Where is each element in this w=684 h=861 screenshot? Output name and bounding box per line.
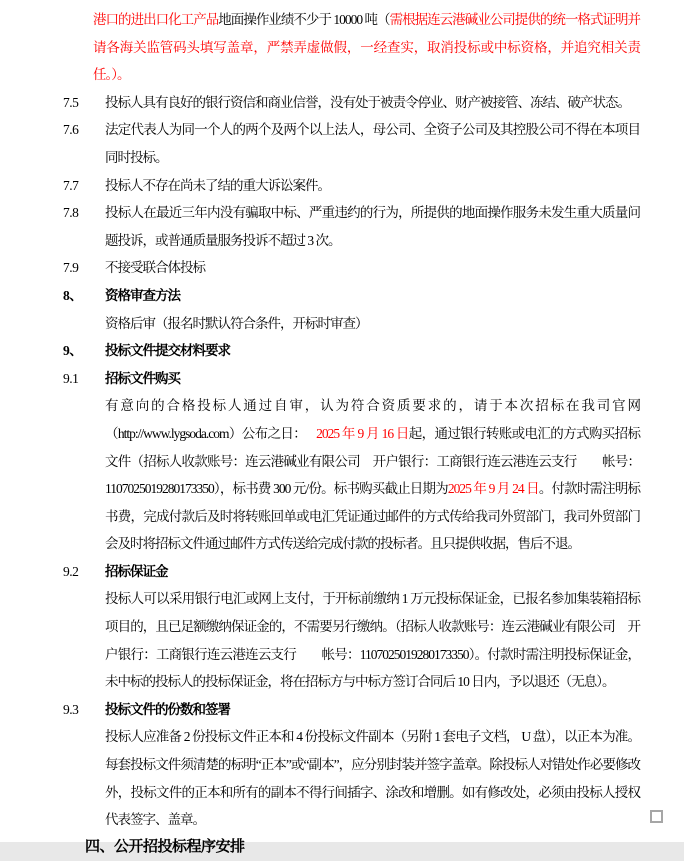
body-text: 有意向的合格投标人通过自审，认为符合资质要求的，请于本次招标在我司官网（http://www.lygsoda.com）公布之日： — [105, 398, 640, 441]
clause-9-2-heading — [63, 558, 640, 586]
red-highlight-text: 港口的进出口化工产品 — [93, 12, 219, 27]
clause-number: 7.8 — [63, 205, 79, 221]
paragraph-9-3: 投标人应准备 2 份投标文件正本和 4 份投标文件副本（另附 1 套电子文档， U 盘），以正本为准。每套投标文件须清楚的标明“正本”或“副本”，应分别封装并签字盖章。除投标人对错处作必要修改外，投标文件的正本和所有的副本不得行间插字、涂改和增删。如有修改处，必须由投标人授权代表签字、盖章。 — [105, 729, 640, 828]
section-9-title: 投标文件提交材料要求 — [105, 343, 230, 359]
clause-number: 9.3 — [63, 701, 79, 717]
sale-start-date: 2025 年 9 月 16 日 — [316, 425, 409, 441]
body-text: 。付款时需注明标书费，完成付款后及时将转账回单或电汇凭证通过邮件的方式传给我司外贸部门，我司外贸部门会及时将招标文件通过邮件方式传送给完成付款的投标者。且只提供收据，售后不退。 — [105, 481, 641, 552]
clause-text: 投标人在最近三年内没有骗取中标、严重违约的行为，所提供的地面操作服务未发生重大质量问题投诉，或普通质量服务投诉不超过 3 次。 — [105, 205, 640, 248]
clause-number: 7.6 — [63, 122, 79, 138]
section-8-heading — [63, 282, 640, 310]
section-9-heading — [63, 337, 640, 365]
paragraph-9-1 — [105, 392, 640, 558]
clause-text: 投标人具有良好的银行资信和商业信誉，没有处于被责令停业、财产被接管、冻结、破产状态。 — [105, 94, 630, 110]
body-text: 地面操作业绩不少于 10000 吨（ — [218, 12, 390, 27]
qualification-review-note: 资格后审（报名时默认符合条件，开标时审查） — [105, 315, 368, 331]
anchor-marker — [650, 810, 663, 823]
red-warning-text: 需根据连云港碱业公司提供的统一格式证明并请各海关监管码头填写盖章，严禁弄虚做假，一经查实，取消投标或中标资格，并追究相关责任。）。 — [93, 12, 641, 83]
clause-9-3-heading — [63, 696, 640, 724]
clause-9-1-title: 招标文件购买 — [105, 370, 180, 386]
clause-number: 7.5 — [63, 94, 79, 110]
section-9-number: 9、 — [63, 343, 83, 359]
clause-number: 7.9 — [63, 260, 79, 276]
clause-number: 9.1 — [63, 370, 79, 386]
clause-7-5 — [63, 89, 640, 117]
section-8-title: 资格审查方法 — [105, 287, 180, 303]
clause-text: 投标人不存在尚未了结的重大诉讼案件。 — [105, 177, 330, 193]
clause-number: 7.7 — [63, 177, 79, 193]
clause-text: 不接受联合体投标 — [105, 260, 205, 276]
sale-deadline-date: 2025 年 9 月 24 日 — [447, 481, 539, 497]
clause-7-9 — [63, 254, 640, 282]
continued-paragraph — [93, 6, 640, 89]
clause-number: 9.2 — [63, 563, 79, 579]
paragraph-9-2: 投标人可以采用银行电汇或网上支付，于开标前缴纳 1 万元投标保证金，已报名参加集装箱招标项目的，且已足额缴纳保证金的，不需要另行缴纳。（招标人收款账号：连云港碱业有限公司 开户银行：工商银行连云港连云支行 帐号：1107025019280173350）。付款时需注明投标保证金，未中标的投标人的投标保证金，将在招标方与中标方签订合同后 10 日内，予以退还（无息）。 — [105, 591, 640, 690]
clause-9-2-title: 招标保证金 — [105, 563, 168, 579]
clause-9-1-heading — [63, 365, 640, 393]
clause-7-6 — [63, 116, 640, 171]
clause-7-8 — [63, 199, 640, 254]
clause-9-3-title: 投标文件的份数和签署 — [105, 701, 230, 717]
clause-text: 法定代表人为同一个人的两个及两个以上法人，母公司、全资子公司及其控股公司不得在本项目同时投标。 — [105, 122, 640, 165]
section-8-number: 8、 — [63, 287, 83, 303]
clause-7-7 — [63, 172, 640, 200]
chapter-4-heading: 四、公开招投标程序安排 — [85, 838, 245, 855]
body-text: 起，通过银行转账或电汇的方式购买招标文件（招标人收款账号：连云港碱业有限公司 开户银行：工商银行连云港连云支行 帐号：1107025019280173350），标书费 300 元/份。标书购买截止日期为 — [105, 425, 641, 497]
